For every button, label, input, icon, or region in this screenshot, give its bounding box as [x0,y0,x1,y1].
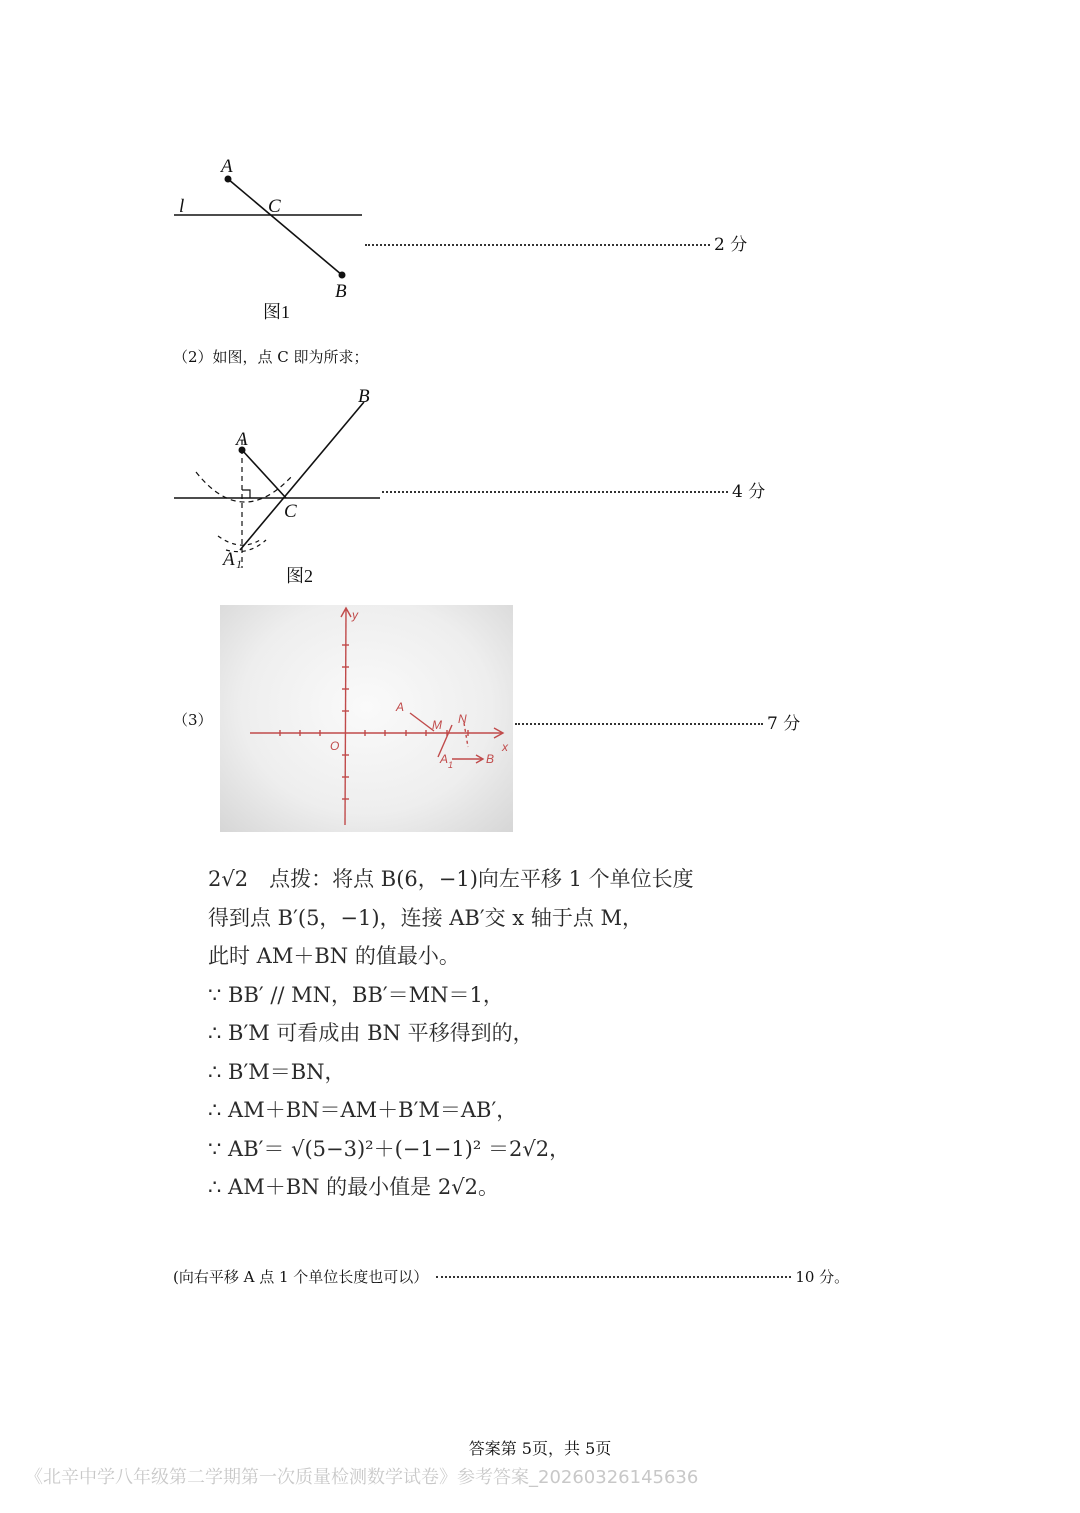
watermark: 《北辛中学八年级第二学期第一次质量检测数学试卷》参考答案_20260326145636 [25,1467,699,1488]
label-a: A [236,429,248,450]
photo-axis-x: x [502,740,508,754]
solution-explanation [208,860,848,1207]
photo-point-a1: A [440,752,449,766]
segment-a1b [240,402,364,550]
point-b [339,272,346,279]
solution-line-8: ∵ AB′＝ √(5−3)²＋(−1−1)² ＝2√2， [208,1136,571,1161]
photo-origin: O [330,739,340,753]
part-3-label: （3） [173,711,213,729]
photo-axis-y: y [352,608,358,622]
photo-point-a: A [396,700,405,714]
leader-dots [436,1276,791,1278]
leader-dots [515,723,763,725]
score-row-3 [515,709,800,734]
photo-point-b: B [486,752,495,766]
label-c: C [284,501,297,522]
page-number: 答案第 5页，共 5页 [468,1439,612,1458]
leader-dots [382,491,728,493]
part-2-intro: （2）如图，点 C 即为所求； [173,348,369,366]
segment-am [410,713,434,731]
handwritten-graph-photo [220,605,513,832]
label-a-prime: A [223,549,235,570]
label-a-prime-sub: 1 [236,557,242,571]
photo-point-a1-sub: 1 [448,760,454,770]
photo-drawing [220,605,513,832]
photo-point-m: M [432,718,442,732]
score-2: 2 分 [714,235,748,255]
score-4: 4 分 [732,482,766,502]
note-row [173,1266,849,1287]
note-text: (向右平移 A 点 1 个单位长度也可以） [173,1268,429,1286]
score-10: 10 分。 [795,1268,850,1286]
segment-ab [228,179,342,275]
solution-line-3: 此时 AM＋BN 的值最小。 [208,944,460,968]
solution-line-7: ∴ AM＋BN＝AM＋B′M＝AB′， [208,1098,518,1122]
score-7: 7 分 [767,714,801,734]
solution-line-1: 2√2 点拨：将点 B(6，−1)向左平移 1 个单位长度 [208,867,694,891]
photo-point-n: N [458,712,467,726]
label-l: l [179,196,185,217]
figure-1-caption: 图1 [263,302,290,322]
score-row-2 [382,477,765,502]
arc-lower-left [218,536,260,545]
segment-ac [242,450,286,498]
figure-2 [160,380,400,570]
solution-line-5: ∴ B′M 可看成由 BN 平移得到的， [208,1021,534,1045]
label-b: B [335,281,347,302]
y-axis [345,609,346,825]
solution-line-2: 得到点 B′(5，−1)，连接 AB′交 x 轴于点 M， [208,905,643,930]
label-c: C [268,196,281,217]
label-a: A [221,156,233,177]
leader-dots [365,244,710,246]
score-row-1 [365,230,747,255]
figure-2-caption: 图2 [286,566,313,586]
solution-line-9: ∴ AM＋BN 的最小值是 2√2。 [208,1175,499,1199]
solution-line-4: ∵ BB′ // MN，BB′＝MN＝1， [208,982,504,1007]
figure-1 [160,150,380,300]
label-b: B [358,386,370,407]
solution-line-6: ∴ B′M＝BN， [208,1059,346,1084]
right-angle-mark [242,490,250,498]
